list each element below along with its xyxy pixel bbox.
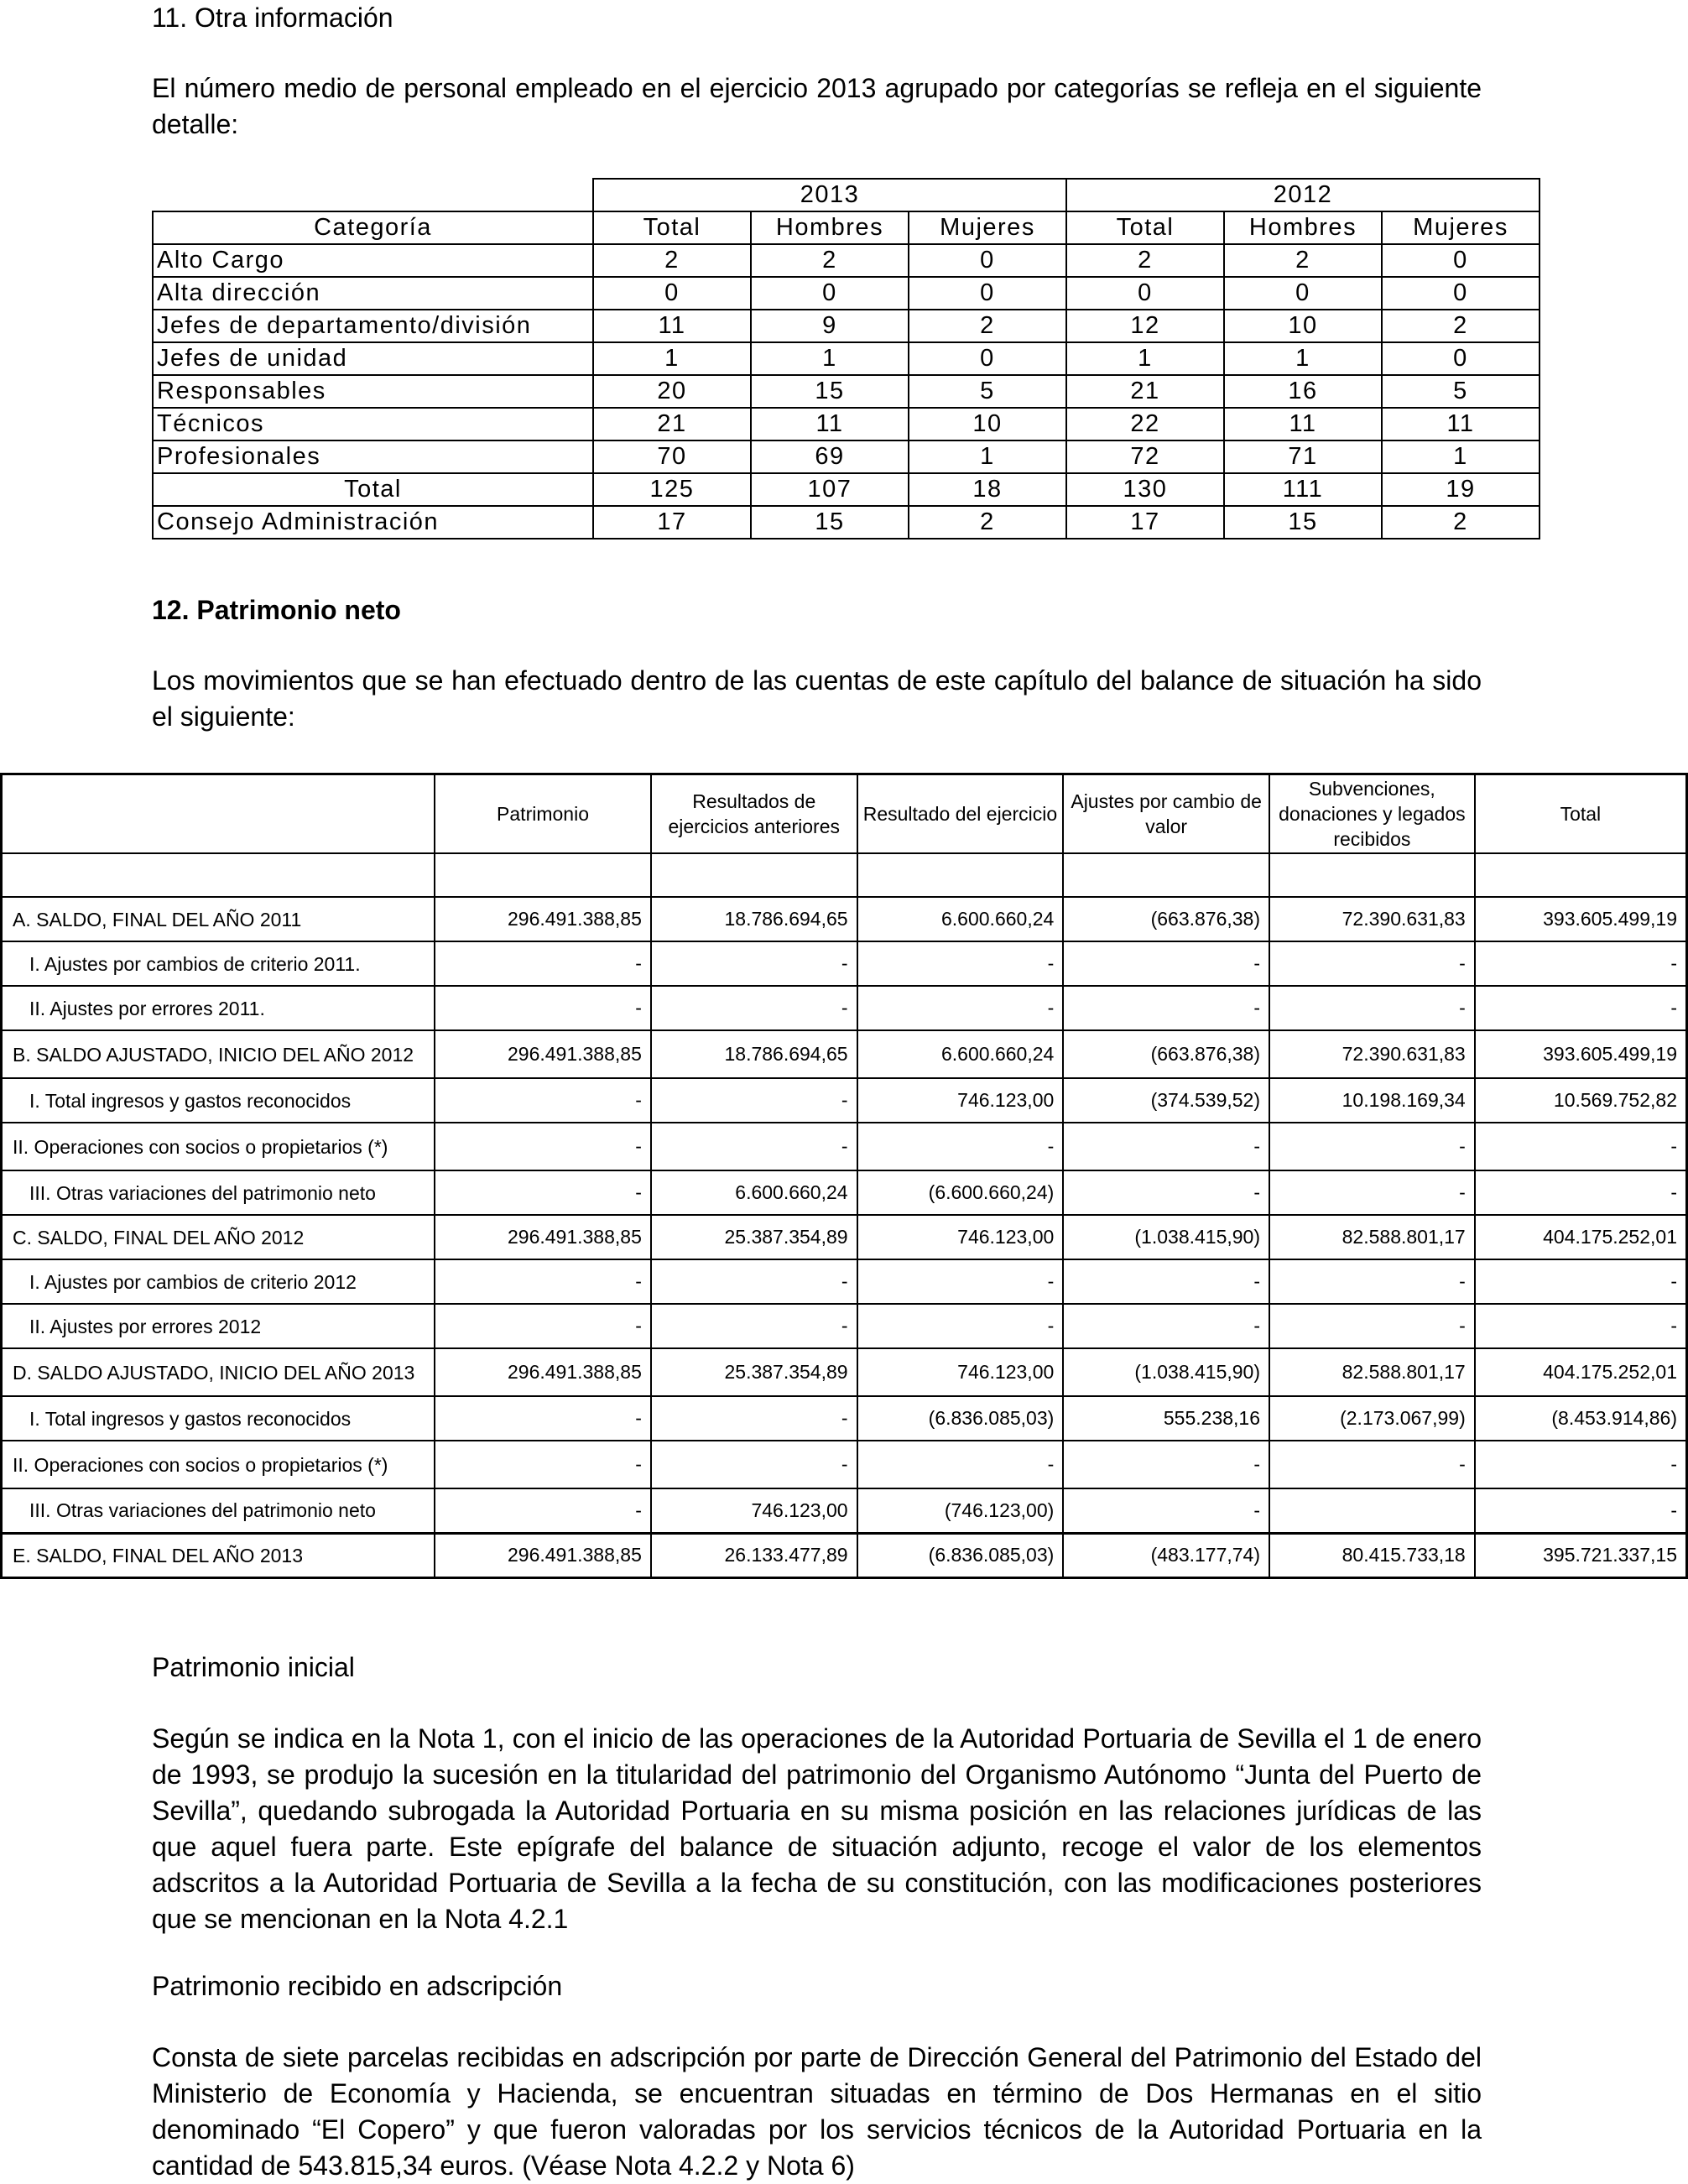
table-cell: 0 <box>909 342 1066 375</box>
row-label: I. Total ingresos y gastos reconocidos <box>2 1396 435 1441</box>
table-corner <box>153 179 593 211</box>
table-row <box>2 1215 1687 1259</box>
table-cell: (483.177,74) <box>1063 1533 1269 1577</box>
table-cell: 11 <box>1382 408 1540 440</box>
table-cell: 20 <box>593 375 751 408</box>
table-cell: (663.876,38) <box>1063 1030 1269 1078</box>
table-cell: 11 <box>751 408 909 440</box>
table-cell: - <box>1475 941 1687 986</box>
table-cell: 2 <box>1382 506 1540 539</box>
table-row <box>2 1488 1687 1533</box>
table-cell: 746.123,00 <box>857 1078 1064 1123</box>
sub-header: Hombres <box>751 211 909 244</box>
year-header-2013: 2013 <box>593 179 1066 211</box>
sub-header: Hombres <box>1224 211 1382 244</box>
section-11-intro: El número medio de personal empleado en el ejercicio 2013 agrupado por categorías se refleja en el siguiente detalle: <box>152 73 1482 139</box>
row-label: B. SALDO AJUSTADO, INICIO DEL AÑO 2012 <box>2 1030 435 1078</box>
table-row <box>153 408 1540 440</box>
patrimonio-inicial-title: Patrimonio inicial <box>152 1652 355 1682</box>
table-cell: 0 <box>1382 342 1540 375</box>
table-row <box>2 1259 1687 1304</box>
table-cell: 26.133.477,89 <box>651 1533 857 1577</box>
table-row <box>2 1441 1687 1488</box>
section-12-intro: Los movimientos que se han efectuado dentro de las cuentas de este capítulo del balance de situación ha sido el siguiente: <box>152 665 1482 732</box>
table-cell: 10.569.752,82 <box>1475 1078 1687 1123</box>
table-row <box>2 941 1687 986</box>
table-cell: 80.415.733,18 <box>1269 1533 1475 1577</box>
patrimonio-inicial-text: Según se indica en la Nota 1, con el inicio de las operaciones de la Autoridad Portuaria de Sevilla el 1 de enero de 1993, se produjo la sucesión en la titularidad del patrimonio del Organismo Autónomo “Junta del Puerto de Sevilla”, quedando subrogada la Autoridad Portuaria en su misma posición en las relaciones jurídicas de las que aquel fuera parte. Este epígrafe del balance de situación adjunto, recoge el valor de los elementos adscritos a la Autoridad Portuaria de Sevilla a la fecha de su constitución, con las modificaciones posteriores que se mencionan en la Nota 4.2.1 <box>152 1723 1482 1934</box>
patrimonio-adscripcion-text: Consta de siete parcelas recibidas en adscripción por parte de Dirección General del Patrimonio del Estado del Ministerio de Economía y Hacienda, se encuentran situadas en término de Dos Hermanas en el sitio denominado “El Copero” y que fueron valoradas por los servicios técnicos de la Autoridad Portuaria en la cantidad de 543.815,34 euros. (Véase Nota 4.2.2 y Nota 6) <box>152 2042 1482 2181</box>
row-label: III. Otras variaciones del patrimonio neto <box>2 1170 435 1215</box>
row-label: Jefes de unidad <box>153 342 593 375</box>
table-cell: - <box>1063 986 1269 1030</box>
table-cell: 296.491.388,85 <box>435 1533 651 1577</box>
row-label: II. Operaciones con socios o propietarios (*) <box>2 1441 435 1488</box>
table-cell: (8.453.914,86) <box>1475 1396 1687 1441</box>
table-cell: 72.390.631,83 <box>1269 1030 1475 1078</box>
table-cell: 16 <box>1224 375 1382 408</box>
row-label: I. Ajustes por cambios de criterio 2011. <box>2 941 435 986</box>
staff-table <box>152 178 1540 539</box>
row-label: A. SALDO, FINAL DEL AÑO 2011 <box>2 897 435 941</box>
year-header-2012: 2012 <box>1066 179 1540 211</box>
table-cell: 0 <box>1382 277 1540 310</box>
table-cell: 393.605.499,19 <box>1475 897 1687 941</box>
table-row <box>153 342 1540 375</box>
table-row <box>2 1396 1687 1441</box>
table-cell: 6.600.660,24 <box>857 897 1064 941</box>
table-cell <box>1269 1488 1475 1533</box>
table-row <box>153 277 1540 310</box>
table-cell: - <box>435 1170 651 1215</box>
table-cell: 17 <box>593 506 751 539</box>
table-cell: 72.390.631,83 <box>1269 897 1475 941</box>
row-label: Profesionales <box>153 440 593 473</box>
table-cell: - <box>857 986 1064 1030</box>
row-label: Alta dirección <box>153 277 593 310</box>
equity-header: Subvenciones, donaciones y legados recibidos <box>1269 774 1475 854</box>
table-cell: - <box>857 941 1064 986</box>
table-cell: - <box>1475 1304 1687 1348</box>
table-row <box>153 375 1540 408</box>
table-cell: 746.123,00 <box>857 1348 1064 1396</box>
table-cell: 10 <box>1224 310 1382 342</box>
table-cell: 393.605.499,19 <box>1475 1030 1687 1078</box>
table-row <box>153 440 1540 473</box>
table-cell: 82.588.801,17 <box>1269 1348 1475 1396</box>
table-cell: (374.539,52) <box>1063 1078 1269 1123</box>
table-cell: 6.600.660,24 <box>651 1170 857 1215</box>
table-cell: - <box>651 1441 857 1488</box>
table-cell: 2 <box>593 244 751 277</box>
table-cell: 1 <box>1066 342 1224 375</box>
table-cell: - <box>1475 1488 1687 1533</box>
table-cell: 0 <box>909 244 1066 277</box>
table-cell: 6.600.660,24 <box>857 1030 1064 1078</box>
table-cell: 0 <box>1382 244 1540 277</box>
row-label: Técnicos <box>153 408 593 440</box>
table-row <box>153 244 1540 277</box>
table-cell: - <box>651 1396 857 1441</box>
equity-header <box>2 774 435 854</box>
table-cell: 19 <box>1382 473 1540 506</box>
equity-header: Resultados de ejercicios anteriores <box>651 774 857 854</box>
table-cell: 70 <box>593 440 751 473</box>
table-cell: (746.123,00) <box>857 1488 1064 1533</box>
table-cell: 2 <box>909 506 1066 539</box>
table-row <box>153 506 1540 539</box>
table-cell: 18 <box>909 473 1066 506</box>
table-cell: - <box>1269 1170 1475 1215</box>
table-cell: 1 <box>593 342 751 375</box>
table-cell: - <box>1063 941 1269 986</box>
table-cell: - <box>1269 986 1475 1030</box>
table-cell: - <box>857 1304 1064 1348</box>
table-cell: 12 <box>1066 310 1224 342</box>
table-cell: 296.491.388,85 <box>435 1215 651 1259</box>
table-cell: 22 <box>1066 408 1224 440</box>
table-cell: 0 <box>1224 277 1382 310</box>
table-cell: 0 <box>1066 277 1224 310</box>
table-row <box>2 1123 1687 1170</box>
table-cell: 71 <box>1224 440 1382 473</box>
table-cell: - <box>651 1259 857 1304</box>
equity-header: Total <box>1475 774 1687 854</box>
table-row <box>2 1304 1687 1348</box>
table-cell: 15 <box>751 506 909 539</box>
table-cell: 5 <box>1382 375 1540 408</box>
row-label: E. SALDO, FINAL DEL AÑO 2013 <box>2 1533 435 1577</box>
table-row <box>2 1030 1687 1078</box>
row-label: II. Operaciones con socios o propietarios (*) <box>2 1123 435 1170</box>
table-cell: (6.836.085,03) <box>857 1533 1064 1577</box>
table-cell: 21 <box>1066 375 1224 408</box>
sub-header: Mujeres <box>1382 211 1540 244</box>
table-cell: 107 <box>751 473 909 506</box>
table-cell: 0 <box>593 277 751 310</box>
table-row <box>2 1078 1687 1123</box>
section-12-title: 12. Patrimonio neto <box>152 595 401 625</box>
table-cell: - <box>651 1078 857 1123</box>
table-cell: 11 <box>593 310 751 342</box>
table-row <box>2 986 1687 1030</box>
table-row <box>153 473 1540 506</box>
spacer-row <box>2 853 1687 897</box>
table-cell: (6.600.660,24) <box>857 1170 1064 1215</box>
table-cell: - <box>857 1123 1064 1170</box>
table-cell: 746.123,00 <box>651 1488 857 1533</box>
table-cell: - <box>1063 1304 1269 1348</box>
table-cell: 15 <box>751 375 909 408</box>
row-label: D. SALDO AJUSTADO, INICIO DEL AÑO 2013 <box>2 1348 435 1396</box>
table-cell: - <box>1269 941 1475 986</box>
table-cell: 130 <box>1066 473 1224 506</box>
row-label: Total <box>153 473 593 506</box>
table-cell: 125 <box>593 473 751 506</box>
table-cell: - <box>651 1123 857 1170</box>
table-cell: 1 <box>1224 342 1382 375</box>
table-cell: - <box>435 1396 651 1441</box>
table-cell: 555.238,16 <box>1063 1396 1269 1441</box>
table-cell: - <box>435 941 651 986</box>
table-cell: - <box>435 1078 651 1123</box>
sub-header: Total <box>1066 211 1224 244</box>
table-cell: 21 <box>593 408 751 440</box>
table-cell: 1 <box>1382 440 1540 473</box>
table-cell: 17 <box>1066 506 1224 539</box>
table-cell: 111 <box>1224 473 1382 506</box>
table-cell: 18.786.694,65 <box>651 1030 857 1078</box>
table-cell: - <box>1063 1488 1269 1533</box>
table-cell: - <box>1269 1259 1475 1304</box>
row-label: Jefes de departamento/división <box>153 310 593 342</box>
table-cell: - <box>1269 1304 1475 1348</box>
row-label: Responsables <box>153 375 593 408</box>
table-cell: (1.038.415,90) <box>1063 1348 1269 1396</box>
table-cell: (6.836.085,03) <box>857 1396 1064 1441</box>
row-label: I. Ajustes por cambios de criterio 2012 <box>2 1259 435 1304</box>
table-cell: 296.491.388,85 <box>435 1030 651 1078</box>
table-cell: (663.876,38) <box>1063 897 1269 941</box>
table-cell: 1 <box>909 440 1066 473</box>
table-cell: - <box>435 1123 651 1170</box>
table-cell: - <box>1475 1170 1687 1215</box>
patrimonio-adscripcion-title: Patrimonio recibido en adscripción <box>152 1971 563 2001</box>
table-cell: 2 <box>751 244 909 277</box>
table-cell: 404.175.252,01 <box>1475 1215 1687 1259</box>
section-11-title: 11. Otra información <box>152 3 393 33</box>
table-cell: - <box>1063 1441 1269 1488</box>
table-cell: - <box>435 986 651 1030</box>
row-label: II. Ajustes por errores 2012 <box>2 1304 435 1348</box>
table-cell: 1 <box>751 342 909 375</box>
table-cell: - <box>435 1259 651 1304</box>
table-cell: - <box>1063 1259 1269 1304</box>
table-cell: - <box>651 941 857 986</box>
table-cell: - <box>1269 1441 1475 1488</box>
sub-header: Mujeres <box>909 211 1066 244</box>
table-cell: - <box>1475 1123 1687 1170</box>
table-cell: 296.491.388,85 <box>435 897 651 941</box>
equity-header: Patrimonio <box>435 774 651 854</box>
table-cell: 10 <box>909 408 1066 440</box>
table-cell: - <box>857 1441 1064 1488</box>
table-cell: 0 <box>909 277 1066 310</box>
row-label: I. Total ingresos y gastos reconocidos <box>2 1078 435 1123</box>
table-cell: - <box>1475 1259 1687 1304</box>
table-row <box>2 1170 1687 1215</box>
sub-header: Total <box>593 211 751 244</box>
table-row <box>2 1533 1687 1577</box>
row-label: II. Ajustes por errores 2011. <box>2 986 435 1030</box>
equity-header: Resultado del ejercicio <box>857 774 1064 854</box>
table-cell: (2.173.067,99) <box>1269 1396 1475 1441</box>
row-label: C. SALDO, FINAL DEL AÑO 2012 <box>2 1215 435 1259</box>
table-cell: 746.123,00 <box>857 1215 1064 1259</box>
table-cell: - <box>651 1304 857 1348</box>
row-label: Consejo Administración <box>153 506 593 539</box>
table-cell: 15 <box>1224 506 1382 539</box>
table-cell: - <box>435 1488 651 1533</box>
table-cell: 9 <box>751 310 909 342</box>
table-cell: 404.175.252,01 <box>1475 1348 1687 1396</box>
table-cell: - <box>651 986 857 1030</box>
table-cell: 72 <box>1066 440 1224 473</box>
table-cell: 2 <box>909 310 1066 342</box>
table-cell: 2 <box>1224 244 1382 277</box>
table-row <box>153 310 1540 342</box>
table-cell: - <box>857 1259 1064 1304</box>
table-cell: 25.387.354,89 <box>651 1215 857 1259</box>
table-cell: 395.721.337,15 <box>1475 1533 1687 1577</box>
row-label: III. Otras variaciones del patrimonio neto <box>2 1488 435 1533</box>
table-cell: 10.198.169,34 <box>1269 1078 1475 1123</box>
table-cell: 2 <box>1382 310 1540 342</box>
table-cell: - <box>1063 1170 1269 1215</box>
table-cell: 5 <box>909 375 1066 408</box>
table-cell: 296.491.388,85 <box>435 1348 651 1396</box>
table-cell: 18.786.694,65 <box>651 897 857 941</box>
table-row <box>2 1348 1687 1396</box>
table-cell: - <box>1475 986 1687 1030</box>
table-row <box>2 897 1687 941</box>
equity-header: Ajustes por cambio de valor <box>1063 774 1269 854</box>
table-cell: - <box>1475 1441 1687 1488</box>
equity-table <box>0 773 1688 1579</box>
table-cell: - <box>1063 1123 1269 1170</box>
category-header: Categoría <box>153 211 593 244</box>
table-cell: (1.038.415,90) <box>1063 1215 1269 1259</box>
table-cell: - <box>1269 1123 1475 1170</box>
table-cell: - <box>435 1441 651 1488</box>
table-cell: 11 <box>1224 408 1382 440</box>
table-cell: 0 <box>751 277 909 310</box>
table-cell: 2 <box>1066 244 1224 277</box>
table-cell: 82.588.801,17 <box>1269 1215 1475 1259</box>
row-label: Alto Cargo <box>153 244 593 277</box>
table-cell: - <box>435 1304 651 1348</box>
table-cell: 69 <box>751 440 909 473</box>
table-cell: 25.387.354,89 <box>651 1348 857 1396</box>
